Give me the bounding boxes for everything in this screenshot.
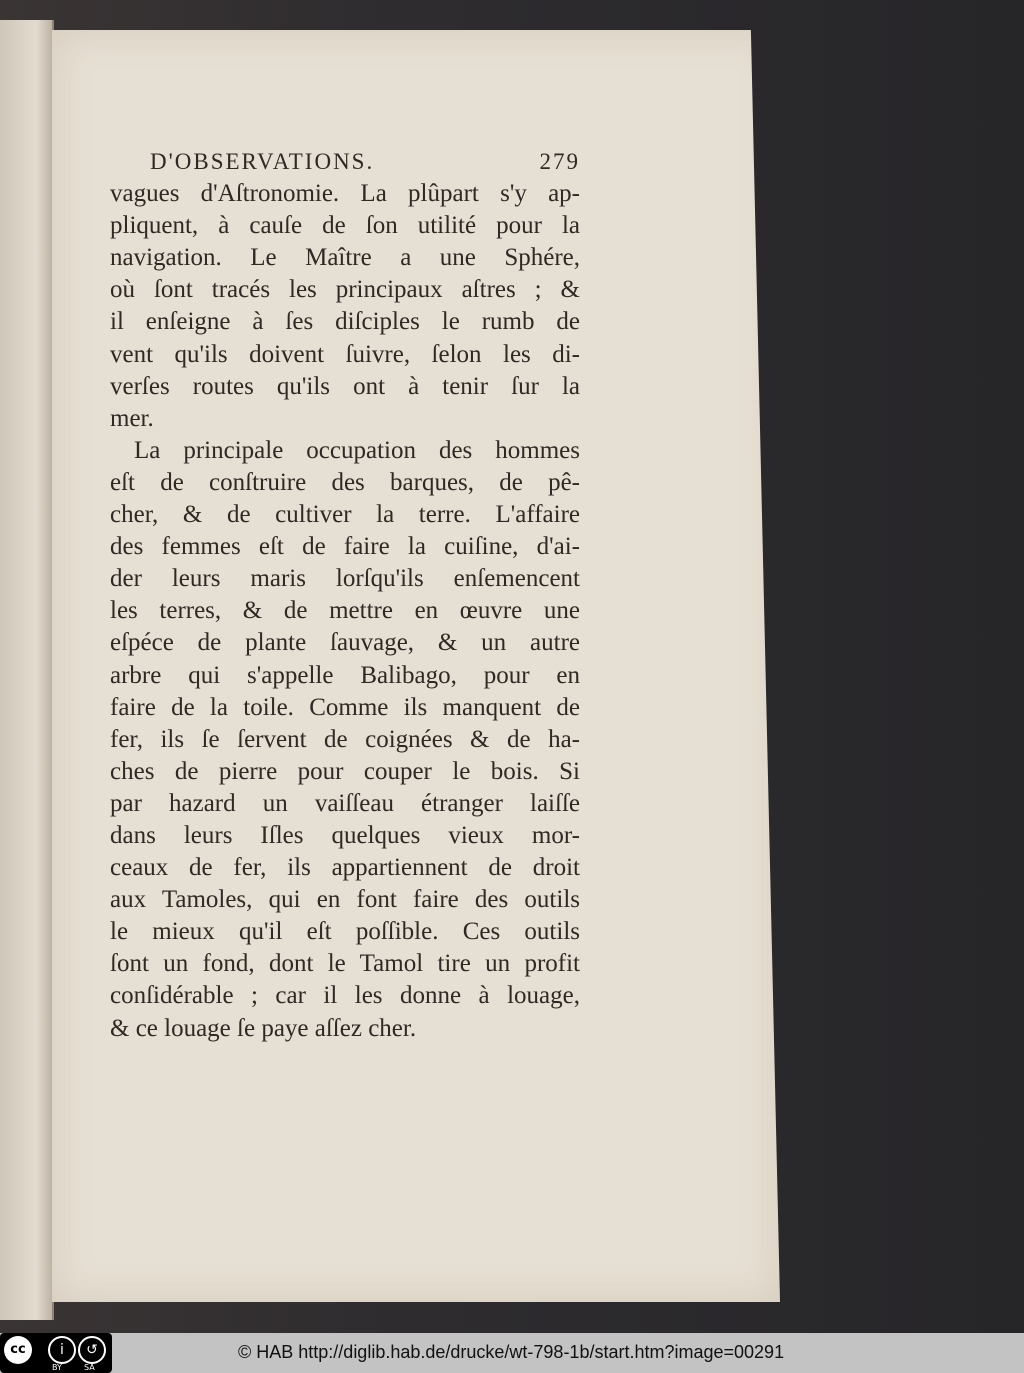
text-line: pliquent, à cauſe de ſon utilité pour la xyxy=(110,212,580,240)
text-line: le mieux qu'il eſt poſſible. Ces outils xyxy=(110,918,580,946)
body-lines xyxy=(110,178,580,1045)
sa-label: SA xyxy=(84,1363,95,1372)
cc-license-badge[interactable] xyxy=(0,1333,112,1373)
text-line: ſont un fond, dont le Tamol tire un profit xyxy=(110,950,580,978)
text-line: ceaux de fer, ils appartiennent de droit xyxy=(110,854,580,882)
footer-bar xyxy=(0,1333,1024,1373)
text-line: vagues d'Aſtronomie. La plûpart s'y ap- xyxy=(110,180,580,208)
text-line: ches de pierre pour couper le bois. Si xyxy=(110,757,580,785)
text-line: les terres, & de mettre en œuvre une xyxy=(110,597,580,625)
by-icon: i xyxy=(48,1336,76,1364)
text-line: der leurs maris lorſqu'ils enſemencent xyxy=(110,565,580,593)
text-line: vent qu'ils doivent ſuivre, ſelon les di- xyxy=(110,340,580,368)
text-line: par hazard un vaiſſeau étranger laiſſe xyxy=(110,789,580,817)
text-line: où ſont tracés les principaux aſtres ; & xyxy=(110,276,580,304)
by-label: BY xyxy=(52,1363,62,1372)
running-head: D'OBSERVATIONS. xyxy=(150,149,375,174)
text-line: La principale occupation des hommes xyxy=(134,436,580,464)
text-line: dans leurs Iſles quelques vieux mor- xyxy=(110,821,580,849)
text-line: eſpéce de plante ſauvage, & un autre xyxy=(110,629,580,657)
text-line: & ce louage ſe paye aſſez cher. xyxy=(110,1014,417,1042)
text-line: conſidérable ; car il les donne à louage, xyxy=(110,982,580,1010)
facing-page-edge xyxy=(0,20,54,1320)
text-line: verſes routes qu'ils ont à tenir ſur la xyxy=(110,372,580,400)
text-line: arbre qui s'appelle Balibago, pour en xyxy=(110,661,580,689)
source-credit[interactable]: © HAB http://diglib.hab.de/drucke/wt-798-1b/start.htm?image=00291 xyxy=(238,1342,785,1362)
page-text xyxy=(110,146,580,1045)
text-line: il enſeigne à ſes diſciples le rumb de xyxy=(110,308,580,336)
sa-icon: ↺ xyxy=(78,1336,106,1364)
text-line: aux Tamoles, qui en font faire des outils xyxy=(110,886,580,914)
text-line: cher, & de cultiver la terre. L'affaire xyxy=(110,501,580,529)
text-line: des femmes eſt de faire la cuiſine, d'ai- xyxy=(110,533,580,561)
text-line: eſt de conſtruire des barques, de pê- xyxy=(110,468,580,496)
text-line: fer, ils ſe ſervent de coignées & de ha- xyxy=(110,725,580,753)
cc-icon: cc xyxy=(4,1336,32,1364)
running-header xyxy=(150,146,580,178)
text-line: faire de la toile. Comme ils manquent de xyxy=(110,693,580,721)
text-line: navigation. Le Maître a une Sphére, xyxy=(110,244,580,272)
text-line: mer. xyxy=(110,404,154,432)
page-number: 279 xyxy=(539,149,580,174)
